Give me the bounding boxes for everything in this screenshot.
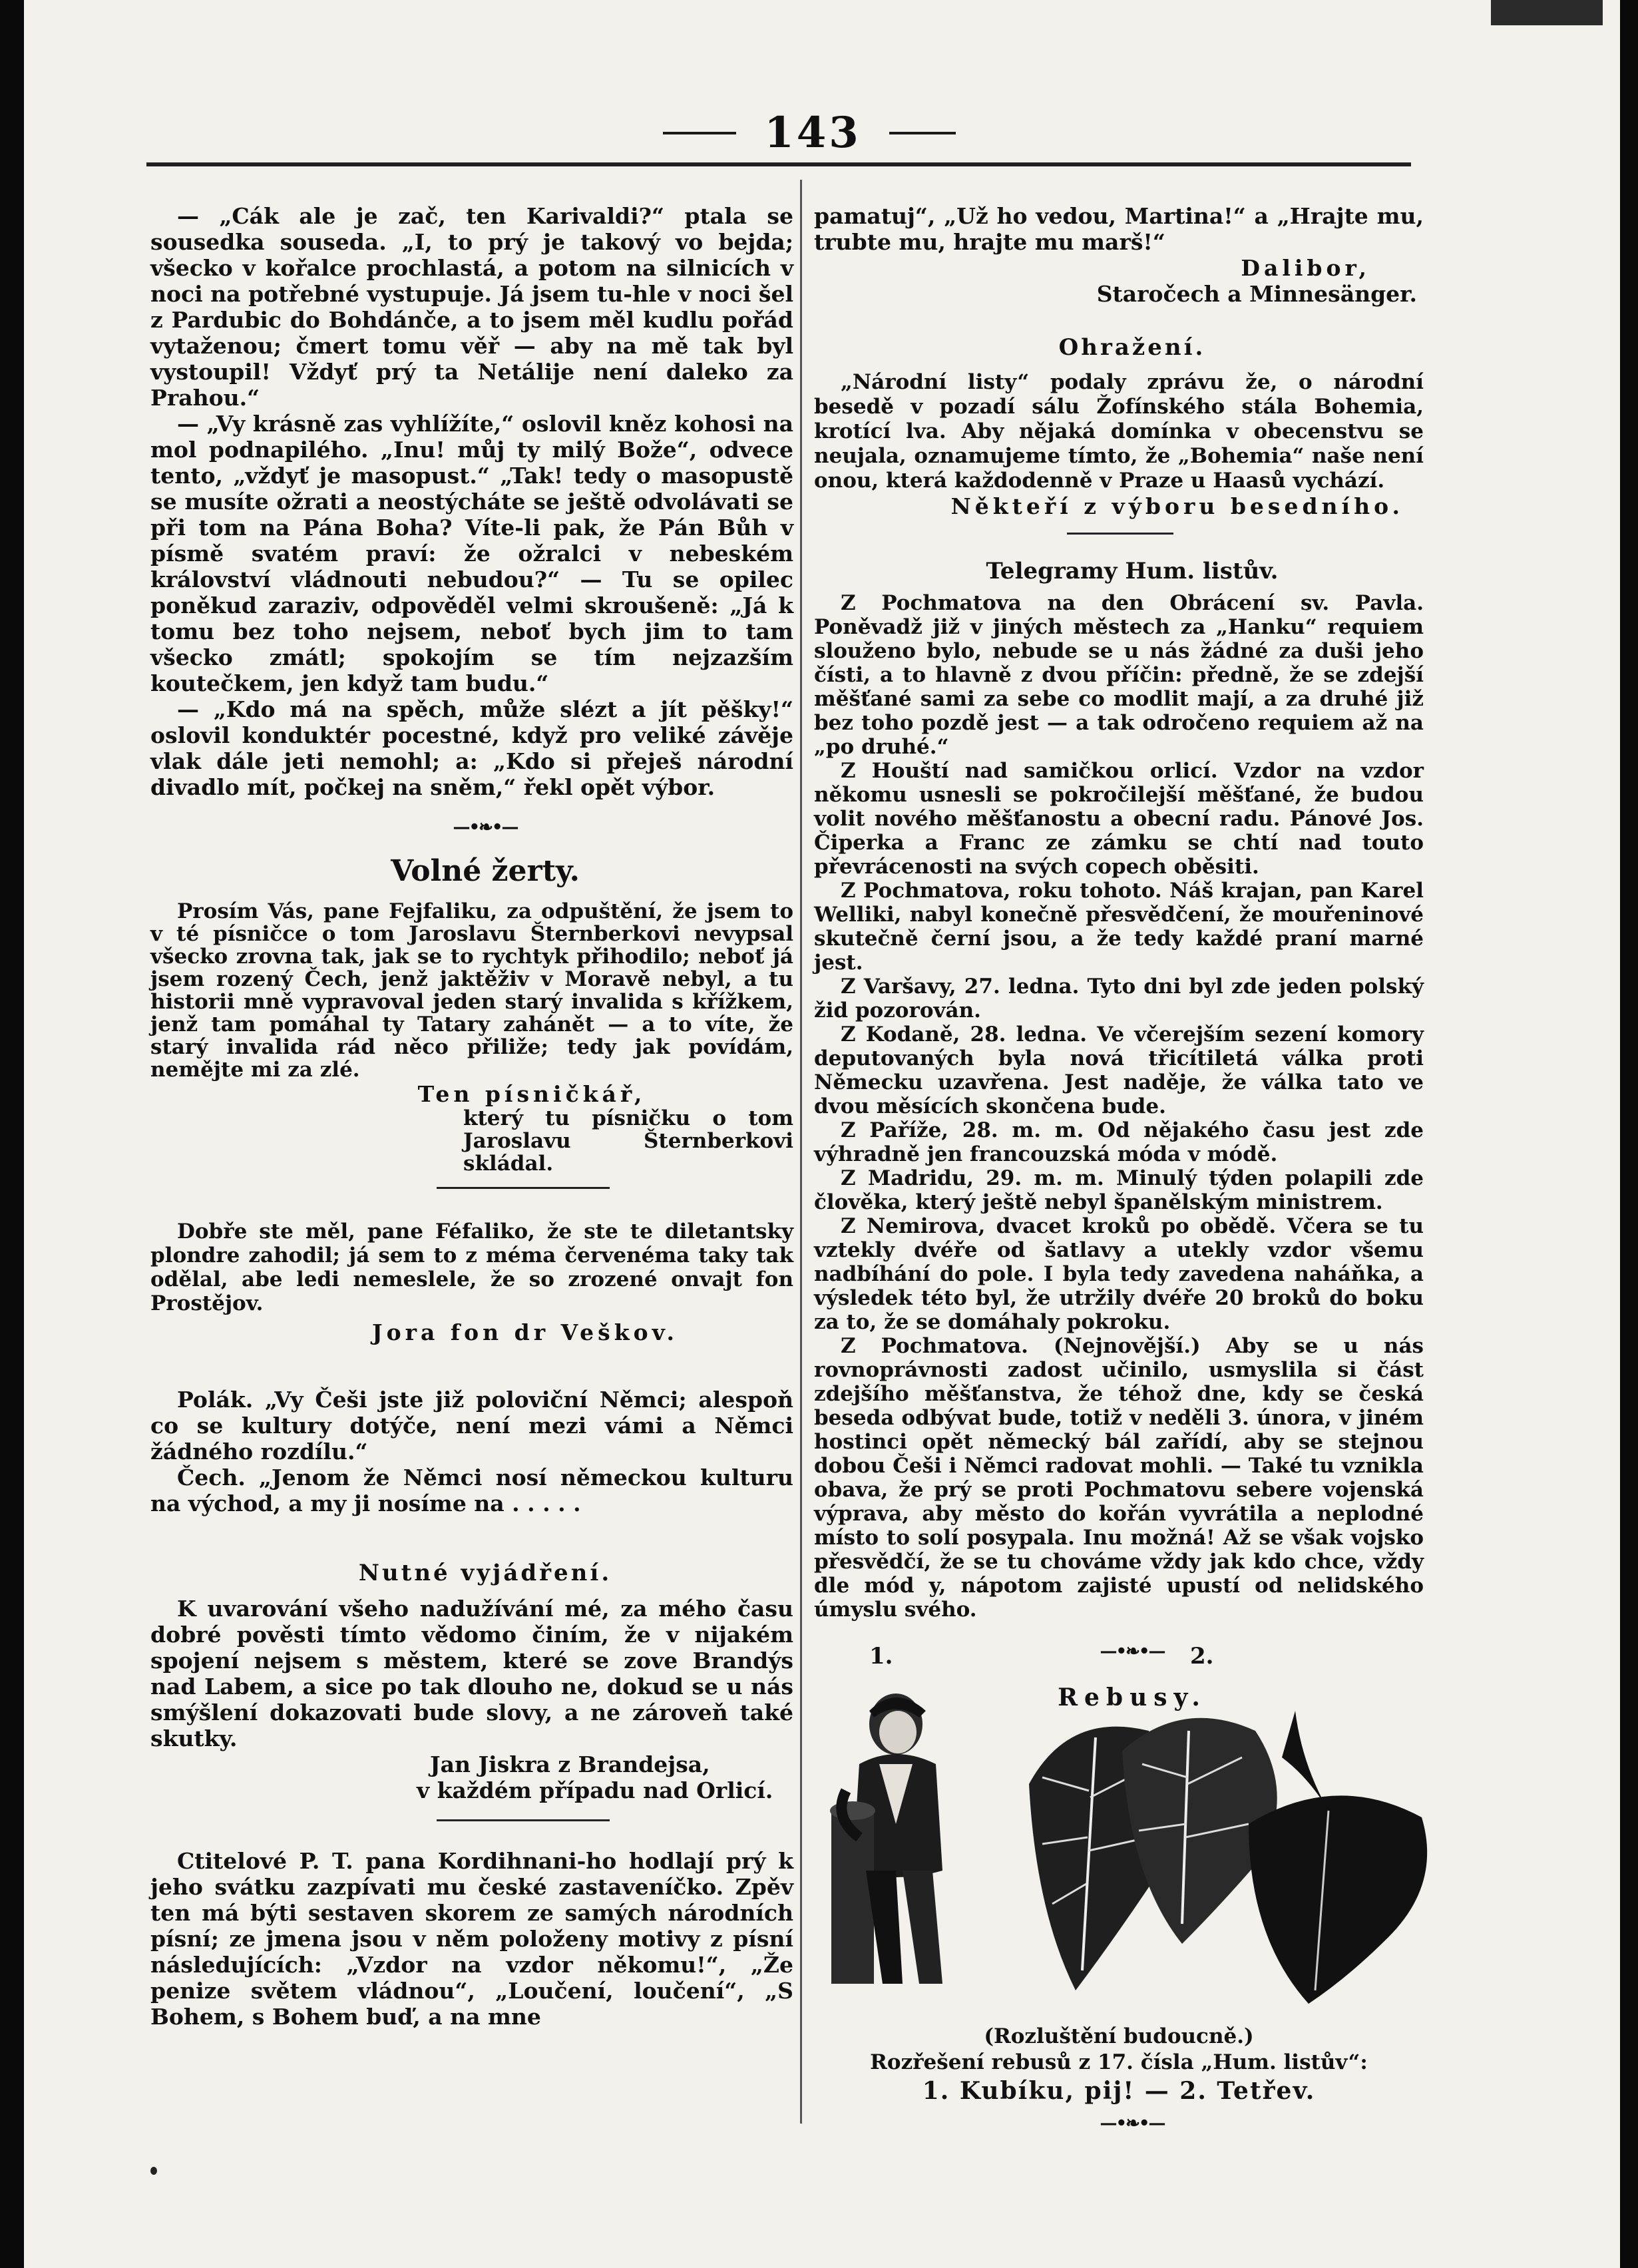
ornament-divider: —•❧•— (453, 817, 518, 837)
column-divider (800, 180, 802, 2124)
heading-volne-zerty: Volné žerty. (391, 854, 580, 888)
rebus-figure-illustration (819, 1671, 972, 1990)
dialog-cech: Čech. „Jenom že Němci nosí německou kulturu na východ, a my ji nosíme na . . . . . (150, 1465, 793, 1516)
signature-jiskra-detail: v každém případu nad Orlicí. (417, 1777, 773, 1803)
heading-nutne-vyjadreni: Nutné vyjádření. (358, 1560, 612, 1586)
telegram-madrid: Z Madridu, 29. m. m. Minulý týden polapili zde člověka, který ještě nebyl španělským ministrem. (814, 1166, 1424, 1214)
rebus-caption-block (814, 2024, 1424, 2137)
rebus-label-2: 2. (1190, 1643, 1214, 1670)
separator (437, 1187, 610, 1189)
right-column (814, 203, 1424, 1711)
header-rule-right (889, 132, 956, 134)
letter-fefalik: Dobře ste měl, pane Féfaliko, že ste te diletantsky plondre zahodil; já sem to z méma červenéma taky tak odělal, abe ledi nemeslele, že so zrozené onvajt fon Prostějov. (150, 1220, 793, 1315)
notice-kordihnani: Ctitelové P. T. pana Kordihnani-ho hodlají prý k jeho svátku zazpívati mu české zastaveníčko. Zpěv ten má býti sestaven skorem ze samých národních písní; ze jmena jsou v něm položeny motivy z písní následujících: „Vzdor na vzdor někomu!“, „Že penize světem vládnou“, „Loučení, loučení“, „S Bohem, s Bohem buď, a na mne (150, 1848, 793, 2030)
telegram-kodan: Z Kodaně, 28. ledna. Ve včerejším sezení komory deputovaných byla nová třicítiletá válka proti Německu uzavřena. Jest naděje, že válka tato ve dvou měsících skončena bude. (814, 1022, 1424, 1118)
anecdote-masopust: — „Vy krásně zas vyhlížíte,“ oslovil kněz kohosi na mol podnapilého. „Inu! můj ty milý Bože“, odvece tento, „vždyť je masopust.“ „Tak! tedy o masopustě se musíte ožrati a neostýcháte se ještě odvolávati se při tom na Pána Boha? Víte-li pak, že Pán Bůh v písmě svatém praví: že ožralci v nebeském království vládnouti nebudou?“ — Tu se opilec poněkud zaraziv, odpověděl velmi skroušeně: „Já k tomu bez toho nejsem, neboť bych jim to tam všecko zmátl; spokojím se tím nejzazším koutečkem, jen když tam budu.“ (150, 411, 793, 696)
continuation-text: pamatuj“, „Už ho vedou, Martina!“ a „Hrajte mu, trubte mu, hrajte mu marš!“ (814, 203, 1424, 255)
header-rule-left (663, 132, 736, 134)
signature-jiskra: Jan Jiskra z Brandejsa, (430, 1751, 710, 1777)
declaration-text: K uvarování všeho nadužívání mé, za mého času dobré pověsti tímto vědomo činím, že v nijakém spojení nejsem s městem, které se zove Brandýs nad Labem, a sice po tak dlouho ne, dokud se u nás smýšlení dokazovati bude slovy, a ne zároveň také skutky. (150, 1596, 793, 1751)
ink-speck (150, 2167, 157, 2175)
rebus-leaves-illustration (1016, 1684, 1442, 2017)
signature-dalibor-detail: Staročech a Minnesänger. (1096, 281, 1417, 307)
rebus-solution: 1. Kubíku, pij! — 2. Tetřev. (922, 2077, 1316, 2105)
page-number: 143 (764, 108, 861, 158)
newspaper-page (24, 0, 1620, 2268)
telegram-nemirov: Z Nemirova, dvacet kroků po obědě. Včera se tu vztekly dvéře od šatlavy a utekly vzdor všemu nadbíhání do pole. I byla tedy zavedena naháňka, a výsledek této byl, že utržily dvéře 20 broků do boku za to, že se domáhaly pokroku. (814, 1214, 1424, 1334)
signature-pisnickar-detail: který tu písničku o tom Jaroslavu Šternberkovi skládal. (463, 1106, 793, 1176)
header-divider (146, 162, 1411, 166)
anecdote-karivaldi: — „Cák ale je zač, ten Karivaldi?“ ptala se sousedka souseda. „I, to prý je takový vo bejda; všecko v kořalce prochlastá, a potom na silnicích v noci na potřebné vystupuje. Já jsem tu-hle v noci šel z Pardubic do Bohdánče, a to jsem měl kudlu pořád vytaženou; čmert tomu věř — aby na mě tak byl vystoupil! Vždyť prý ta Netálije není daleko za Prahou.“ (150, 203, 793, 411)
anecdote-kondukter: — „Kdo má na spěch, může slézt a jít pěšky!“ oslovil konduktér pocestné, když pro veliké závěje vlak dále jeti nemohl; a: „Kdo si přeješ národní divadlo mít, počkej na sněm,“ řekl opět výbor. (150, 696, 793, 800)
separator (437, 1819, 610, 1821)
rebus-solution-intro: Rozřešení rebusů z 17. čísla „Hum. listův“: (870, 2050, 1368, 2074)
left-column (150, 203, 793, 2030)
signature-jora: Jora fon dr Veškov. (372, 1319, 678, 1345)
heading-rebusy: Rebusy. (1058, 1684, 1207, 1711)
signature-pisnickar: Ten písničkář, (417, 1081, 646, 1107)
ohrazeni-text: „Národní listy“ podaly zprávu že, o národní besedě v pozadí sálu Žofínského stála Bohemia, krotící lva. Aby nějaká domínka v obecenstvu se neujala, oznamujeme tímto, že „Bohemia“ naše není onou, která každodenně v Praze u Haasů vychází. (814, 370, 1424, 493)
ornament-divider: —•❧•— (1100, 2114, 1165, 2134)
page-header (24, 107, 1620, 160)
telegram-pariz: Z Paříže, 28. m. m. Od nějakého času jest zde výhradně jen francouzská móda v módě. (814, 1118, 1424, 1166)
telegram-pochmatov-2: Z Pochmatova, roku tohoto. Náš krajan, pan Karel Welliki, nabyl konečně přesvědčení, že mouřeninové skutečně černí jsou, a že tedy každé praní marné jest. (814, 879, 1424, 975)
ornament-divider: —•❧•— (1100, 1642, 1165, 1662)
letter-fejfalik: Prosím Vás, pane Fejfaliku, za odpuštění, že jsem to v té písničce o tom Jaroslavu Šternberkovi nevypsal všecko zrovna tak, jak se to rychtyk přihodilo; neboť já jsem rozený Čech, jenž jaktěživ v Moravě nebyl, a tu historii mně vypravoval jeden starý invalida s křížkem, jenž tam pomáhal ty Tatary zahánět — a to víte, že starý invalida rád něco přiliže; tedy jak povídám, nemějte mi za zlé. (150, 899, 793, 1082)
rebus-label-1: 1. (869, 1643, 893, 1670)
telegram-housti: Z Houští nad samičkou orlicí. Vzdor na vzdor někomu usnesli se pokročilejší měšťané, že budou volit nového měšťanostu a obecní radu. Pánové Jos. Čiperka a Franc ze zámku se chtí nad touto převrácenosti na svých copech oběsiti. (814, 759, 1424, 879)
rebus-caption-future: (Rozluštění budoucně.) (984, 2024, 1254, 2048)
separator (1067, 533, 1173, 535)
binding-tape (1491, 0, 1603, 25)
telegram-varsava: Z Varšavy, 27. ledna. Tyto dni byl zde jeden polský žid pozorován. (814, 975, 1424, 1022)
telegram-pochmatov-3: Z Pochmatova. (Nejnovější.) Aby se u nás rovnoprávnosti zadost učinilo, usmyslila si část zdejšího měšťanstva, že téhož dne, kdy se česká beseda odbývat bude, totiž v neděli 3. února, v jiném hostinci opět německý bál zařídí, aby se stejnou dobou Češi i Němci radovat mohli. — Také tu vznikla obava, že prý se proti Pochmatovu sebere vojenská výprava, aby město do kořán vyvrátila a neplodné místo to solí posypala. Inu možná! Až se však vojsko přesvědčí, že se tu chováme vždy jak kdo chce, vždy dle mód y, nápotom zajisté upustí od nelidského úmyslu svého. (814, 1334, 1424, 1622)
dialog-polak: Polák. „Vy Češi jste již poloviční Němci; alespoň co se kultury dotýče, není mezi vámi a Němci žádného rozdílu.“ (150, 1387, 793, 1465)
heading-ohrazeni: Ohražení. (1058, 334, 1206, 361)
heading-telegramy: Telegramy Hum. listův. (986, 558, 1279, 584)
signature-vybor: Někteří z výboru besedního. (950, 493, 1404, 519)
telegram-pochmatov-1: Z Pochmatova na den Obrácení sv. Pavla. Poněvadž již v jiných městech za „Hanku“ requiem slouženo bylo, nebude se u nás žádné za duši jeho čísti, a to hlavně z dvou příčin: předně, že se zdejší měšťané sami za sebe co modlit mají, a za druhé již bez toho pozdě jest — a tak odročeno requiem až na „po druhé.“ (814, 591, 1424, 759)
signature-dalibor: Dalibor, (1241, 255, 1370, 281)
